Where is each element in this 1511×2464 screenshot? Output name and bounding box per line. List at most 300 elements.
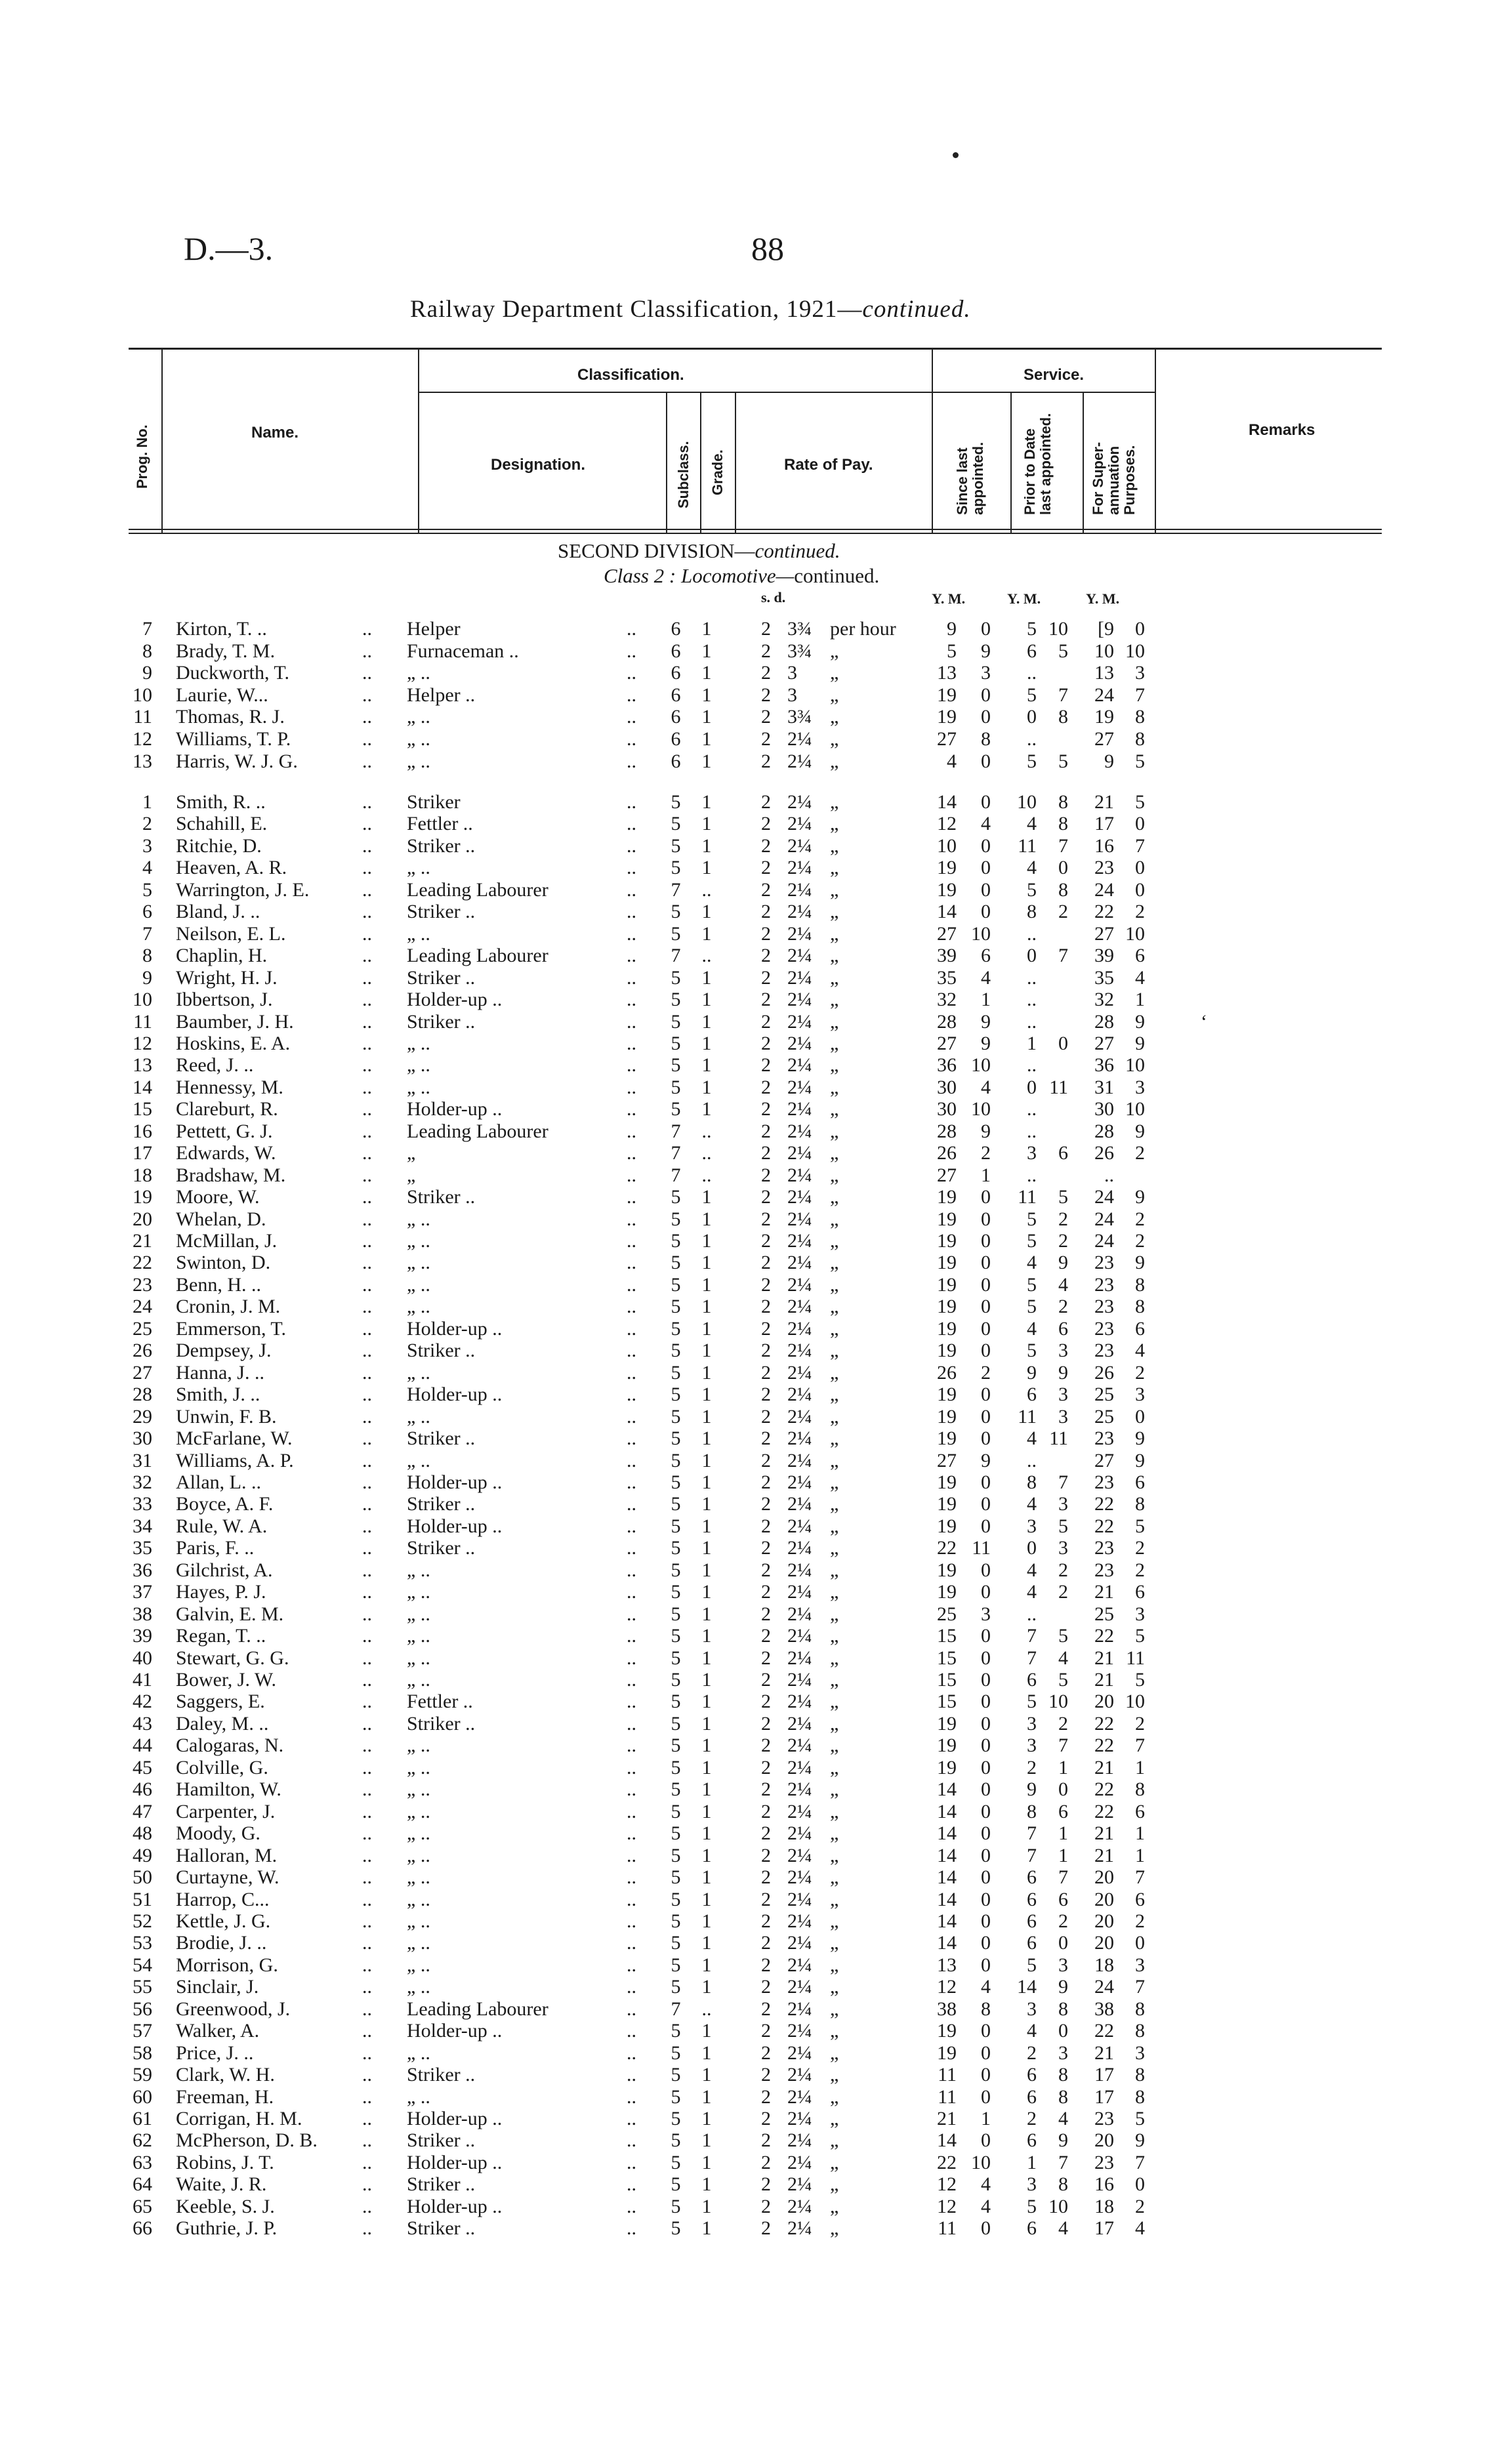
cell-leader-dots: .. [627,945,636,967]
table-row [0,1384,1511,1405]
cell-since-last-years: 39 [937,945,957,967]
cell-subclass: 5 [671,989,681,1011]
cell-super-years: 13 [1094,662,1114,684]
table-row [0,1954,1511,1976]
cell-prior-years: 5 [1027,2195,1037,2217]
cell-designation: Striker .. [407,1712,476,1735]
cell-name: Hennessy, M. [176,1076,283,1098]
cell-rate-unit: „ [830,1537,839,1559]
cell-grade: 1 [701,750,712,772]
cell-subclass: 5 [671,2108,681,2129]
table-row [0,879,1511,901]
cell-leader-dots: .. [627,1669,636,1691]
cell-rate-pence: 2¼ [787,1164,812,1186]
cell-since-last-years: 30 [937,1098,957,1120]
cell-super-years: [9 [1098,618,1114,640]
cell-grade: 1 [701,1647,712,1669]
cell-super-months: 6 [1135,1888,1145,1910]
superannuation-header: For Super-annuation Purposes. [1090,441,1138,515]
cell-super-months: 2 [1135,1537,1145,1559]
cell-designation: Striker .. [407,1186,476,1208]
cell-subclass: 5 [671,1186,681,1208]
cell-grade: .. [701,1120,712,1142]
cell-name: Gilchrist, A. [176,1559,273,1581]
cell-prior-months: 0 [1058,1032,1068,1054]
cell-prog-no: 15 [133,1098,152,1120]
cell-leader-dots: .. [362,1032,372,1054]
cell-name: Calogaras, N. [176,1735,284,1757]
cell-prog-no: 44 [133,1735,152,1757]
cell-rate-pence: 2¼ [787,1647,812,1669]
table-row [0,1230,1511,1252]
cell-since-last-years: 14 [937,791,957,813]
cell-prior-months: 7 [1058,945,1068,967]
cell-designation: „ .. [407,1581,430,1603]
cell-leader-dots: .. [627,1976,636,1998]
cell-prog-no: 62 [133,2129,152,2152]
cell-rate-pence: 2¼ [787,1998,812,2020]
cell-subclass: 7 [671,1164,681,1186]
cell-designation: Holder-up .. [407,2151,503,2173]
cell-prog-no: 60 [133,2085,152,2108]
cell-prior-months: 2 [1058,1296,1068,1318]
cell-subclass: 5 [671,1340,681,1362]
cell-prog-no: 10 [133,684,152,706]
cell-prog-no: 58 [133,2042,152,2064]
cell-subclass: 5 [671,1669,681,1691]
cell-leader-dots: .. [627,640,636,662]
cell-prior-years: .. [1027,1603,1037,1625]
cell-subclass: 5 [671,1756,681,1778]
cell-rate-shillings: 2 [761,1471,771,1493]
cell-rate-pence: 2¼ [787,966,812,989]
cell-rate-pence: 2¼ [787,1625,812,1647]
cell-name: Neilson, E. L. [176,922,286,945]
cell-super-years: 21 [1094,2042,1114,2064]
cell-leader-dots: .. [362,1054,372,1077]
cell-rate-unit: „ [830,1142,839,1164]
units-ym-2: Y. M. [1007,590,1041,607]
cell-grade: 1 [701,2108,712,2129]
cell-subclass: 5 [671,1515,681,1537]
cell-prog-no: 63 [133,2151,152,2173]
cell-since-last-months: 9 [981,1120,991,1142]
cell-since-last-years: 35 [937,966,957,989]
cell-since-last-years: 19 [937,1712,957,1735]
cell-rate-shillings: 2 [761,1493,771,1515]
title-continued: continued. [862,296,971,323]
table-row [0,813,1511,834]
cell-prog-no: 36 [133,1559,152,1581]
cell-since-last-months: 1 [981,1164,991,1186]
cell-since-last-years: 5 [947,640,957,662]
cell-rate-pence: 2¼ [787,1888,812,1910]
cell-since-last-months: 0 [981,1515,991,1537]
cell-leader-dots: .. [362,813,372,835]
cell-since-last-years: 12 [937,2173,957,2196]
cell-super-months: 10 [1125,640,1145,662]
cell-leader-dots: .. [627,1647,636,1669]
cell-since-last-years: 14 [937,901,957,923]
cell-leader-dots: .. [627,1932,636,1954]
cell-grade: 1 [701,1405,712,1427]
cell-grade: 1 [701,989,712,1011]
cell-leader-dots: .. [627,706,636,728]
cell-prior-months: 1 [1058,1844,1068,1866]
cell-prog-no: 11 [133,706,152,728]
cell-super-years: 21 [1094,1581,1114,1603]
cell-prog-no: 9 [142,966,152,989]
cell-prior-months: 4 [1058,1647,1068,1669]
cell-super-months: 0 [1135,878,1145,901]
cell-designation: „ .. [407,1252,430,1274]
cell-prog-no: 52 [133,1910,152,1932]
cell-leader-dots: .. [627,2064,636,2086]
cell-rate-shillings: 2 [761,662,771,684]
cell-super-years: 10 [1094,640,1114,662]
cell-rate-pence: 2¼ [787,1756,812,1778]
cell-leader-dots: .. [362,2151,372,2173]
cell-super-months: 2 [1135,1559,1145,1581]
cell-prog-no: 66 [133,2217,152,2240]
cell-super-months: 9 [1135,1120,1145,1142]
cell-grade: 1 [701,1581,712,1603]
cell-prior-months: 2 [1058,1559,1068,1581]
cell-super-years: 23 [1094,1252,1114,1274]
cell-super-years: 27 [1094,1032,1114,1054]
cell-grade: 1 [701,684,712,706]
cell-since-last-years: 12 [937,1976,957,1998]
cell-prior-months: 3 [1058,1493,1068,1515]
cell-super-years: 22 [1094,1515,1114,1537]
cell-rate-shillings: 2 [761,728,771,750]
cell-rate-shillings: 2 [761,1625,771,1647]
cell-super-months: 3 [1135,662,1145,684]
cell-subclass: 5 [671,1735,681,1757]
cell-since-last-years: 19 [937,1252,957,1274]
cell-leader-dots: .. [362,1625,372,1647]
cell-super-months: 0 [1135,1932,1145,1954]
cell-leader-dots: .. [627,1888,636,1910]
cell-super-months: 1 [1135,1756,1145,1778]
cell-rate-pence: 3 [787,684,797,706]
cell-super-years: 20 [1094,1691,1114,1713]
cell-leader-dots: .. [627,1273,636,1296]
cell-prior-years: .. [1027,989,1037,1011]
cell-rate-pence: 2¼ [787,989,812,1011]
cell-super-months: 2 [1135,1361,1145,1384]
cell-rate-shillings: 2 [761,1515,771,1537]
cell-rate-pence: 2¼ [787,1449,812,1471]
cell-since-last-years: 27 [937,1449,957,1471]
cell-since-last-months: 0 [981,1493,991,1515]
cell-since-last-years: 19 [937,1471,957,1493]
cell-since-last-years: 13 [937,662,957,684]
cell-super-years: 23 [1094,1471,1114,1493]
cell-rate-pence: 2¼ [787,1273,812,1296]
cell-rate-pence: 2¼ [787,1712,812,1735]
table-row [0,1647,1511,1669]
cell-subclass: 5 [671,1800,681,1822]
cell-subclass: 7 [671,1998,681,2020]
cell-since-last-years: 19 [937,706,957,728]
cell-since-last-months: 0 [981,1735,991,1757]
cell-leader-dots: .. [627,2173,636,2196]
cell-super-months: 4 [1135,966,1145,989]
cell-super-years: 23 [1094,1317,1114,1340]
cell-since-last-months: 6 [981,945,991,967]
cell-leader-dots: .. [362,1296,372,1318]
cell-prior-months: 9 [1058,2129,1068,2152]
cell-since-last-months: 9 [981,1032,991,1054]
cell-designation: „ .. [407,662,430,684]
cell-super-months: 2 [1135,2195,1145,2217]
cell-prior-years: 8 [1027,1800,1037,1822]
cell-rate-shillings: 2 [761,1712,771,1735]
cell-designation: Fettler .. [407,1691,473,1713]
cell-prior-months: 9 [1058,1976,1068,1998]
cell-rate-unit: „ [830,2195,839,2217]
cell-name: Bower, J. W. [176,1669,276,1691]
cell-rate-unit: „ [830,2217,839,2240]
cell-leader-dots: .. [362,1098,372,1120]
table-row [0,1669,1511,1691]
cell-rate-unit: „ [830,1669,839,1691]
cell-since-last-months: 0 [981,1844,991,1866]
cell-rate-pence: 2¼ [787,1515,812,1537]
cell-rate-pence: 2¼ [787,1230,812,1252]
cell-name: Harris, W. J. G. [176,750,298,772]
cell-subclass: 5 [671,1361,681,1384]
cell-leader-dots: .. [362,1910,372,1932]
cell-leader-dots: .. [627,2042,636,2064]
cell-name: Laurie, W... [176,684,268,706]
cell-leader-dots: .. [627,1998,636,2020]
cell-leader-dots: .. [362,1273,372,1296]
cell-rate-unit: „ [830,1010,839,1033]
cell-name: Price, J. .. [176,2042,254,2064]
table-row [0,1603,1511,1625]
cell-name: Greenwood, J. [176,1998,291,2020]
units-sd: s. d. [761,589,786,606]
cell-designation: „ .. [407,1273,430,1296]
cell-grade: 1 [701,1186,712,1208]
cell-designation: „ .. [407,1800,430,1822]
cell-since-last-months: 0 [981,1756,991,1778]
cell-grade: .. [701,1998,712,2020]
cell-leader-dots: .. [627,2108,636,2129]
cell-since-last-months: 0 [981,1581,991,1603]
cell-prog-no: 18 [133,1164,152,1186]
cell-leader-dots: .. [627,2217,636,2240]
cell-since-last-years: 19 [937,878,957,901]
cell-subclass: 5 [671,1691,681,1713]
cell-rate-shillings: 2 [761,1603,771,1625]
cell-leader-dots: .. [627,684,636,706]
cell-subclass: 6 [671,618,681,640]
cell-subclass: 5 [671,1449,681,1471]
table-row [0,923,1511,945]
table-row [0,1011,1511,1033]
cell-since-last-years: 14 [937,1932,957,1954]
cell-subclass: 5 [671,1098,681,1120]
cell-leader-dots: .. [627,1296,636,1318]
cell-designation: „ .. [407,1625,430,1647]
cell-grade: 1 [701,728,712,750]
cell-rate-shillings: 2 [761,1427,771,1450]
cell-designation: Striker .. [407,901,476,923]
cell-subclass: 7 [671,945,681,967]
table-row [0,1077,1511,1098]
cell-since-last-years: 19 [937,1317,957,1340]
cell-super-years: 27 [1094,728,1114,750]
cell-prog-no: 49 [133,1844,152,1866]
cell-since-last-months: 0 [981,1625,991,1647]
cell-leader-dots: .. [362,1120,372,1142]
cell-prior-years: 2 [1027,2042,1037,2064]
cell-since-last-months: 8 [981,1998,991,2020]
cell-leader-dots: .. [627,1691,636,1713]
cell-leader-dots: .. [362,989,372,1011]
cell-rate-shillings: 2 [761,1822,771,1845]
cell-rate-pence: 3 [787,662,797,684]
cell-name: Smith, R. .. [176,791,266,813]
cell-prog-no: 10 [133,989,152,1011]
cell-since-last-months: 0 [981,1186,991,1208]
cell-rate-unit: „ [830,1493,839,1515]
table-row [0,2064,1511,2085]
cell-name: Ritchie, D. [176,834,262,857]
cell-super-months: 2 [1135,901,1145,923]
cell-super-years: 20 [1094,1866,1114,1889]
cell-rate-shillings: 2 [761,1032,771,1054]
cell-rate-shillings: 2 [761,1208,771,1230]
cell-subclass: 7 [671,878,681,901]
cell-subclass: 5 [671,2173,681,2196]
cell-rate-pence: 2¼ [787,1603,812,1625]
table-row [0,640,1511,662]
cell-rate-unit: „ [830,706,839,728]
cell-subclass: 5 [671,1252,681,1274]
cell-subclass: 5 [671,1647,681,1669]
cell-grade: 1 [701,640,712,662]
cell-prior-years: 6 [1027,1384,1037,1406]
cell-super-years: 28 [1094,1010,1114,1033]
cell-since-last-years: 19 [937,1515,957,1537]
cell-name: Brodie, J. .. [176,1932,267,1954]
cell-rate-shillings: 2 [761,1361,771,1384]
cell-subclass: 5 [671,2042,681,2064]
cell-prior-months: 2 [1058,1712,1068,1735]
cell-since-last-years: 14 [937,1778,957,1801]
cell-subclass: 5 [671,922,681,945]
table-row [0,2217,1511,2239]
cell-leader-dots: .. [362,1515,372,1537]
table-row [0,1757,1511,1778]
cell-rate-unit: „ [830,1515,839,1537]
cell-leader-dots: .. [362,1976,372,1998]
cell-leader-dots: .. [627,2151,636,2173]
cell-leader-dots: .. [627,1120,636,1142]
cell-rate-shillings: 2 [761,1537,771,1559]
table-row [0,1120,1511,1142]
cell-prior-years: 4 [1027,857,1037,879]
cell-designation: „ .. [407,750,430,772]
cell-subclass: 5 [671,834,681,857]
cell-designation: Leading Labourer [407,1998,549,2020]
cell-leader-dots: .. [362,1361,372,1384]
cell-subclass: 5 [671,1273,681,1296]
cell-super-months: 5 [1135,2108,1145,2129]
cell-subclass: 6 [671,640,681,662]
cell-grade: 1 [701,1976,712,1998]
table-row [0,1252,1511,1273]
cell-name: Hoskins, E. A. [176,1032,291,1054]
cell-designation: „ .. [407,922,430,945]
cell-super-months: 9 [1135,1032,1145,1054]
name-header: Name. [251,424,299,441]
page-number: 88 [751,230,784,267]
cell-since-last-months: 0 [981,1932,991,1954]
cell-super-years: 20 [1094,2129,1114,2152]
cell-prior-months: 7 [1058,1471,1068,1493]
cell-leader-dots: .. [362,1669,372,1691]
cell-leader-dots: .. [627,1954,636,1976]
cell-since-last-years: 27 [937,1164,957,1186]
cell-prior-years: .. [1027,1098,1037,1120]
cell-since-last-years: 14 [937,1910,957,1932]
cell-designation: „ .. [407,1932,430,1954]
table-row [0,901,1511,922]
cell-leader-dots: .. [362,1756,372,1778]
cell-super-years: 23 [1094,857,1114,879]
cell-since-last-months: 9 [981,640,991,662]
cell-prog-no: 59 [133,2064,152,2086]
cell-subclass: 5 [671,2064,681,2086]
units-ym-3: Y. M. [1086,590,1120,607]
cell-since-last-months: 10 [971,1098,991,1120]
cell-super-years: .. [1104,1164,1114,1186]
prior-to-date-header: Prior to Date last appointed. [1022,413,1054,515]
cell-since-last-months: 0 [981,791,991,813]
cell-leader-dots: .. [362,922,372,945]
cell-rate-shillings: 2 [761,1998,771,2020]
cell-designation: „ .. [407,1361,430,1384]
cell-prior-months: 0 [1058,2020,1068,2042]
cell-rate-shillings: 2 [761,1800,771,1822]
table-row [0,1471,1511,1493]
cell-rate-pence: 2¼ [787,922,812,945]
cell-prog-no: 48 [133,1822,152,1845]
cell-prog-no: 19 [133,1186,152,1208]
cell-name: Hamilton, W. [176,1778,281,1801]
cell-rate-shillings: 2 [761,945,771,967]
cell-leader-dots: .. [627,922,636,945]
cell-subclass: 6 [671,750,681,772]
cell-prior-months: 11 [1049,1427,1068,1450]
cell-designation: „ .. [407,1603,430,1625]
cell-leader-dots: .. [627,1844,636,1866]
cell-prior-years: 6 [1027,2085,1037,2108]
cell-prog-no: 30 [133,1427,152,1450]
cell-super-months: 9 [1135,1186,1145,1208]
table-row [0,706,1511,728]
cell-rate-shillings: 2 [761,2020,771,2042]
cell-since-last-years: 19 [937,1186,957,1208]
cell-leader-dots: .. [627,618,636,640]
table-row [0,1493,1511,1515]
cell-grade: 1 [701,2173,712,2196]
